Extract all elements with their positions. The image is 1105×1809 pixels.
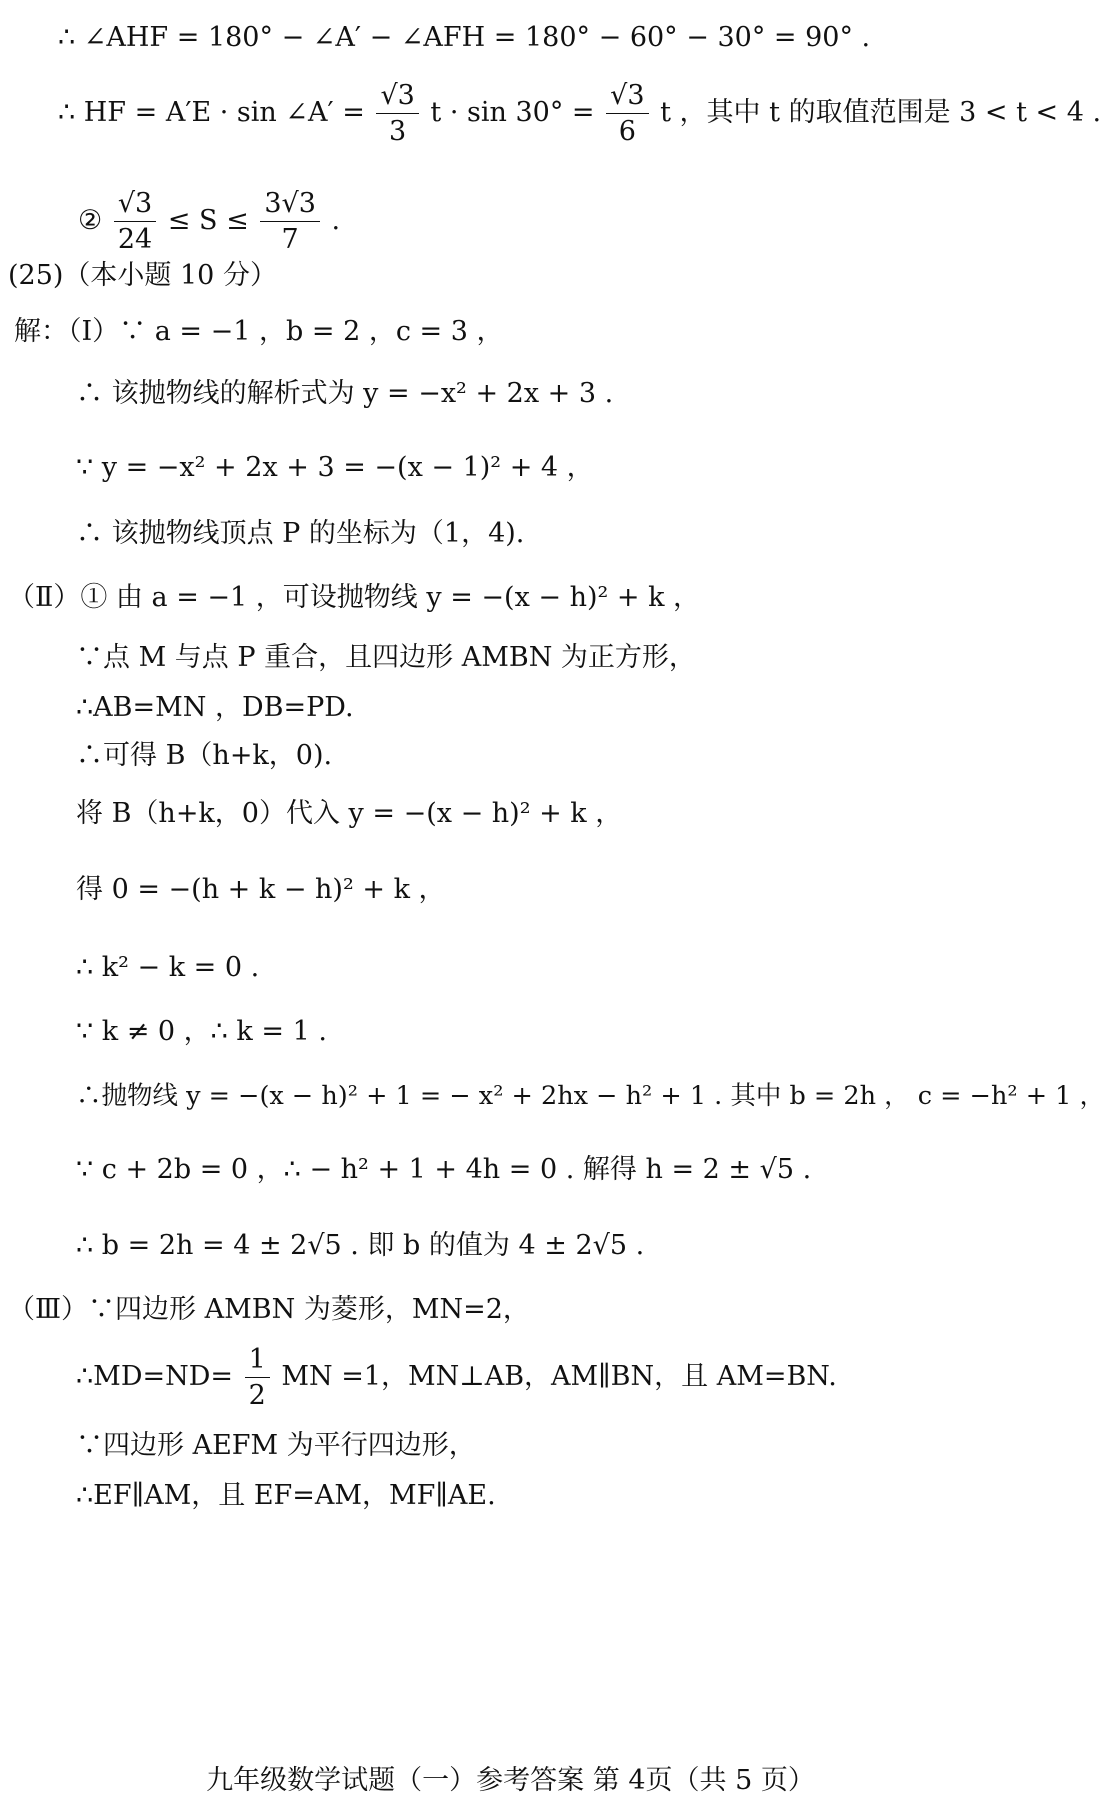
text-segment: （Ⅱ）① 由 a = −1 ，可设抛物线 y = −(x − h)² + k ，	[8, 582, 701, 613]
text-segment: ∴EF∥AM，且 EF=AM，MF∥AE.	[76, 1480, 496, 1511]
line-part-ii-1	[8, 584, 700, 611]
text-segment: ∴ b = 2h = 4 ± 2√5 . 即 b 的值为 4 ± 2√5 .	[76, 1230, 645, 1261]
fraction-denominator: 7	[281, 224, 299, 255]
fraction	[245, 1346, 270, 1409]
fraction-numerator: 3√3	[260, 190, 320, 222]
circled-number: ②	[78, 205, 103, 236]
fraction-denominator: 24	[117, 224, 153, 255]
text-segment: ∴ 该抛物线顶点 P 的坐标为（1，4).	[76, 518, 525, 549]
text-segment: ∴ 该抛物线的解析式为 y = −x² + 2x + 3 .	[76, 378, 614, 409]
text-segment: ∴抛物线 y = −(x − h)² + 1 = − x² + 2hx − h² + 1 . 其中 b = 2h ， c = −h² + 1 ，	[76, 1081, 1105, 1111]
text-segment: ∵ y = −x² + 2x + 3 = −(x − 1)² + 4 ，	[76, 452, 594, 483]
fraction	[114, 190, 156, 253]
text-segment: t · sin 30° =	[430, 97, 595, 128]
fraction-numerator: √3	[376, 82, 418, 114]
text-segment: ∵ k ≠ 0 ，∴ k = 1 .	[76, 1016, 327, 1047]
line-equation-zero	[76, 876, 446, 903]
problem-25-heading	[8, 262, 277, 289]
line-part-iii	[8, 1296, 530, 1323]
text-segment: ≤ S ≤	[167, 205, 249, 236]
line-ef-am	[76, 1482, 496, 1509]
fraction	[606, 82, 648, 145]
fraction	[260, 190, 320, 253]
line-hf-formula	[58, 82, 1101, 145]
text-segment: t ，其中 t 的取值范围是 3 < t < 4 .	[660, 97, 1102, 128]
fraction-numerator: 1	[245, 1346, 270, 1378]
text-segment: ∴ HF = A′E · sin ∠A′ =	[58, 97, 365, 128]
line-parallelogram	[76, 1432, 476, 1459]
line-md-nd	[76, 1346, 837, 1409]
line-substitute-b	[76, 800, 622, 827]
text-segment: .	[331, 205, 341, 236]
fraction-denominator: 6	[618, 116, 636, 147]
text-segment: ∵四边形 AEFM 为平行四边形，	[76, 1430, 476, 1461]
text-segment: ∴ k² − k = 0 .	[76, 952, 260, 983]
line-solution-i	[14, 318, 504, 345]
fraction-numerator: √3	[114, 190, 156, 222]
text-segment: ∴可得 B（h+k，0).	[76, 740, 333, 771]
text-segment: MN =1，MN⊥AB，AM∥BN，且 AM=BN.	[281, 1361, 837, 1392]
fraction-denominator: 3	[389, 116, 407, 147]
text-segment: ∴ ∠AHF = 180° − ∠A′ − ∠AFH = 180° − 60° − 30° = 90° .	[58, 22, 871, 53]
text-segment: ∴MD=ND=	[76, 1361, 233, 1392]
line-s-range	[78, 190, 340, 253]
text-segment: ∵ c + 2b = 0 ，∴ − h² + 1 + 4h = 0 . 解得 h = 2 ± √5 .	[76, 1154, 812, 1185]
text-segment: 得 0 = −(h + k − h)² + k ，	[76, 874, 446, 905]
fraction-denominator: 2	[248, 1380, 266, 1411]
line-b-value	[76, 1232, 644, 1259]
line-vertex-form	[76, 454, 594, 481]
line-parabola-expanded	[76, 1081, 1105, 1111]
line-vertex-p	[76, 520, 524, 547]
line-k-equation	[76, 954, 259, 981]
text-segment: 将 B（h+k，0）代入 y = −(x − h)² + k ，	[76, 798, 623, 829]
heading-text: (25)（本小题 10 分）	[8, 260, 277, 291]
text-segment: ∵点 M 与点 P 重合，且四边形 AMBN 为正方形，	[76, 642, 696, 673]
line-point-b	[76, 742, 332, 769]
line-ab-mn	[76, 694, 354, 721]
page-footer: 九年级数学试题（一）参考答案 第 4页（共 5 页）	[206, 1765, 815, 1796]
line-square-condition	[76, 644, 696, 671]
line-solve-h	[76, 1156, 811, 1183]
fraction	[376, 82, 418, 145]
line-angle-ahf	[58, 24, 870, 51]
text-segment: ∴AB=MN ，DB=PD.	[76, 692, 354, 723]
line-k-value	[76, 1018, 327, 1045]
fraction-numerator: √3	[606, 82, 648, 114]
text-segment: （Ⅲ）∵四边形 AMBN 为菱形，MN=2，	[8, 1294, 530, 1325]
text-segment: 解：（Ⅰ）∵ a = −1 ，b = 2 ，c = 3 ，	[14, 316, 504, 347]
line-parabola-equation	[76, 380, 613, 407]
